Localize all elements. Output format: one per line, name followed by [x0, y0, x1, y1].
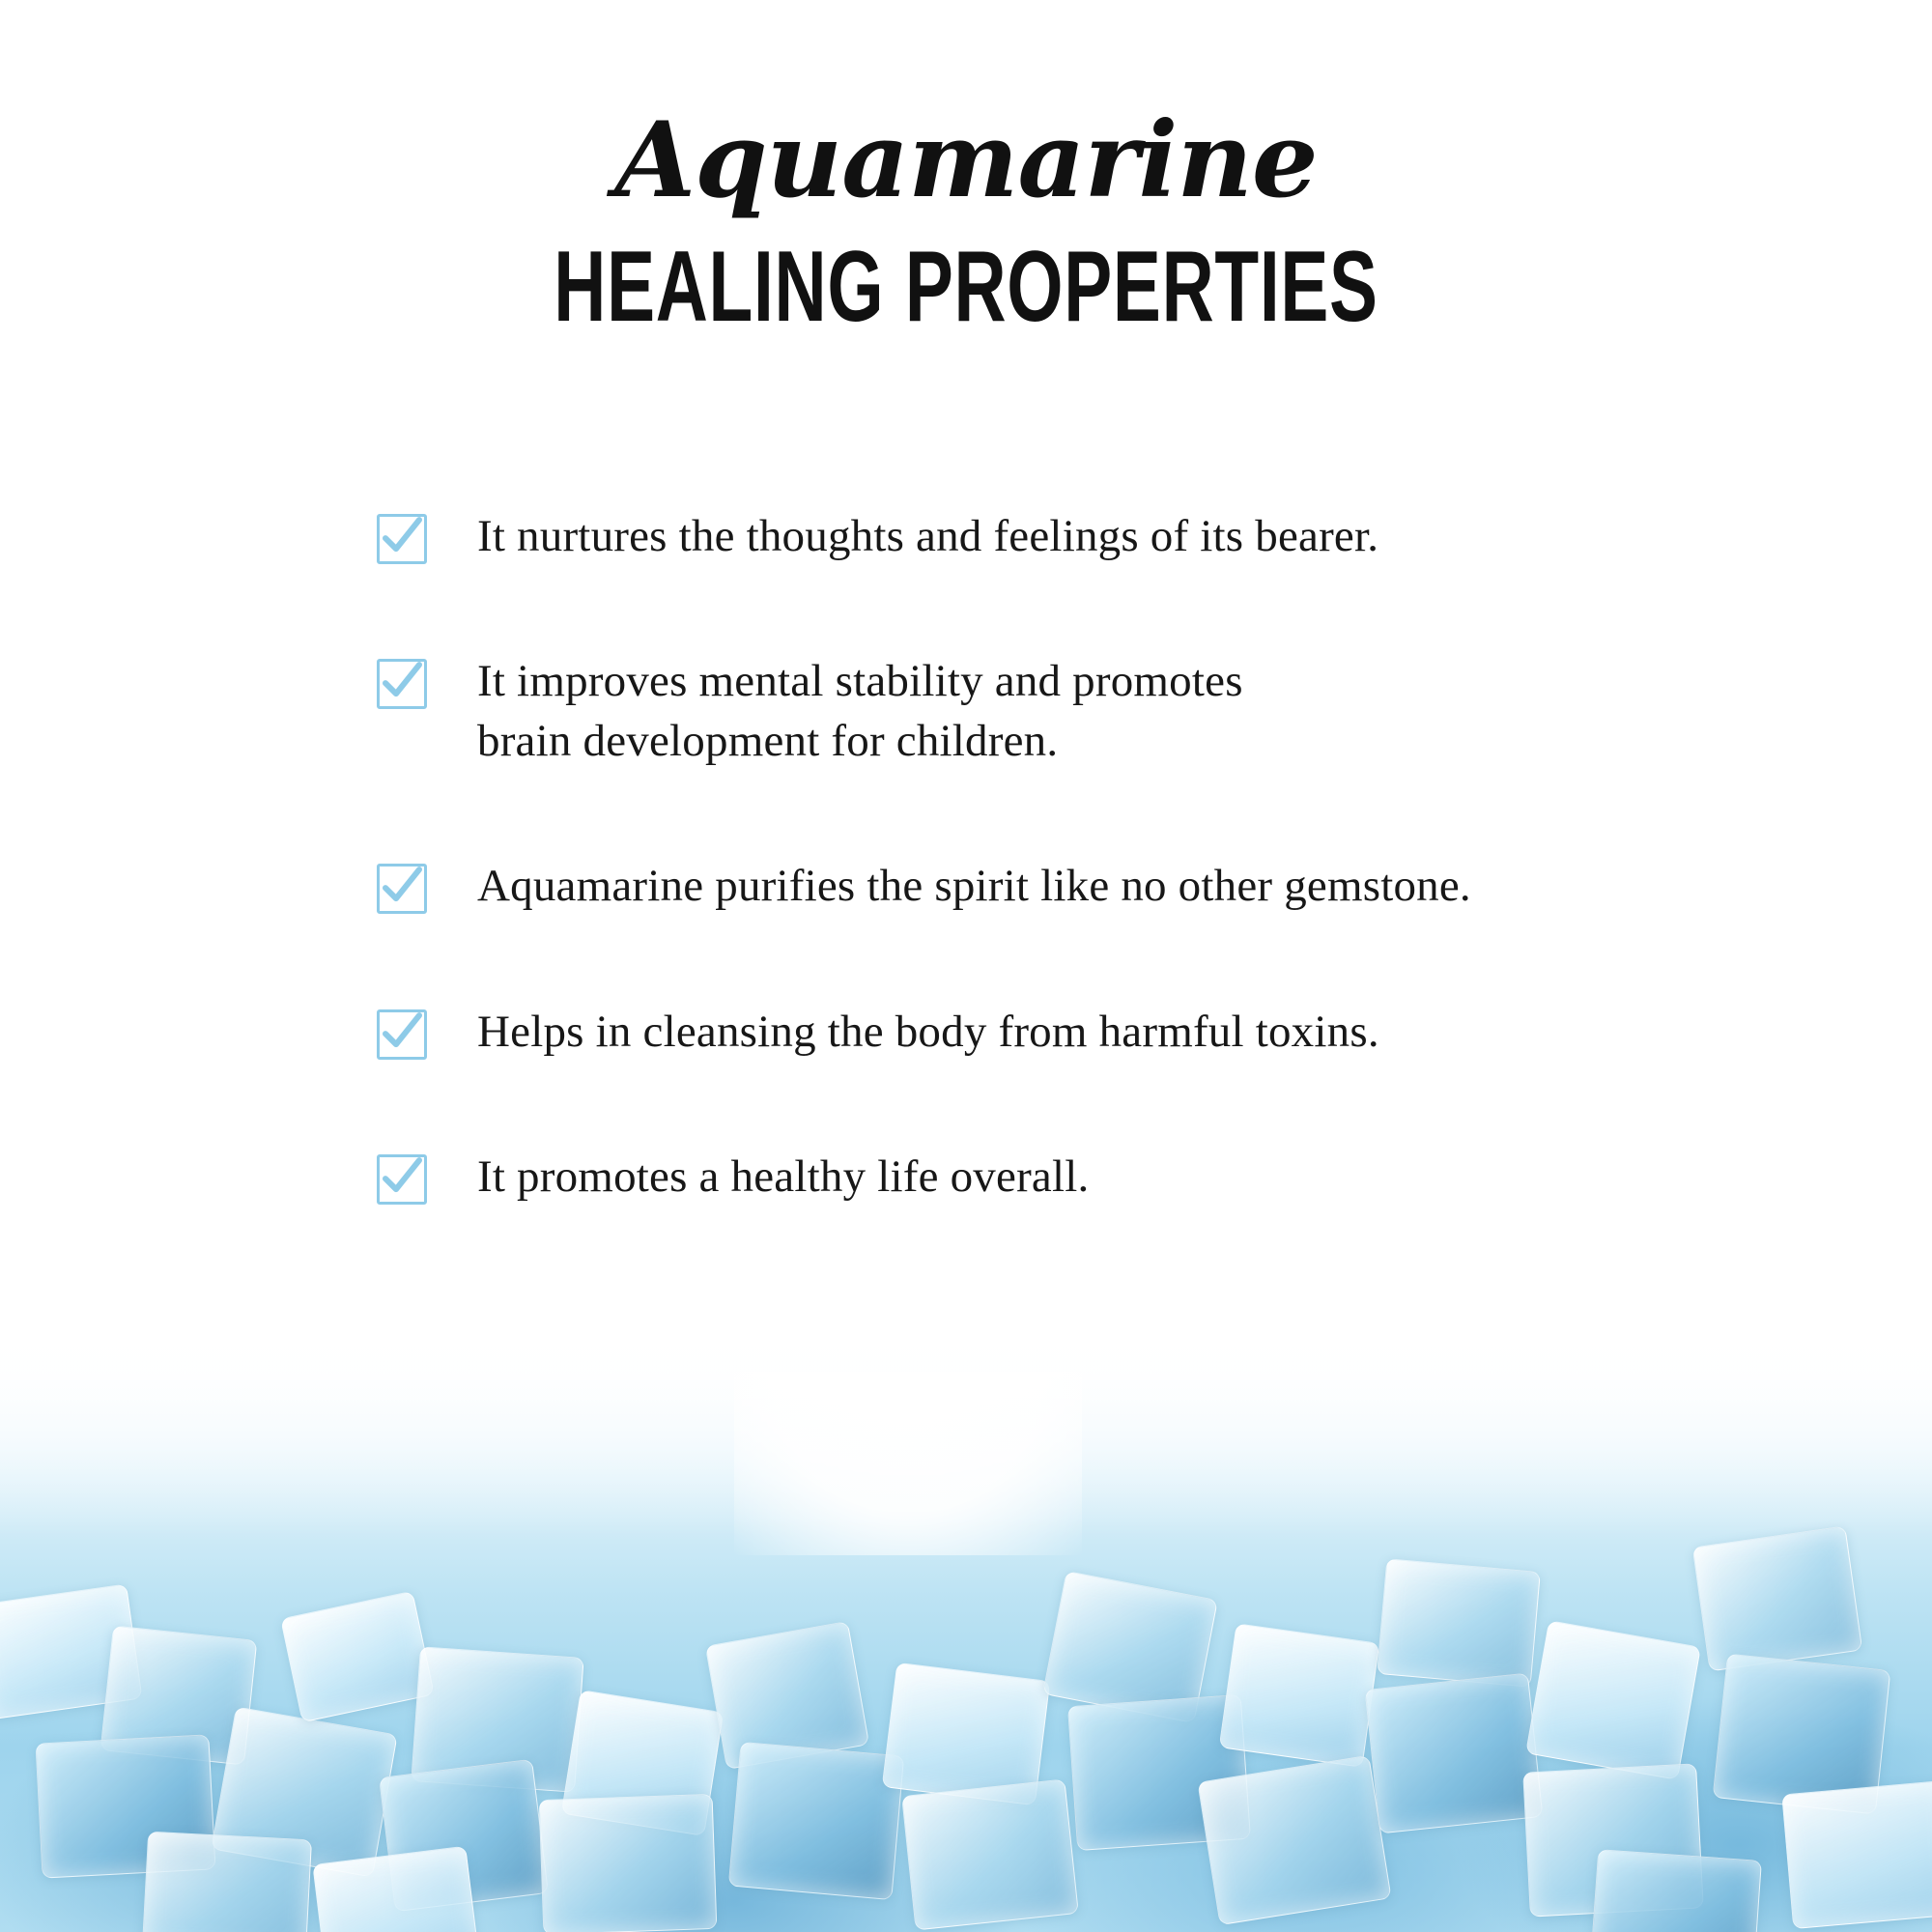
- list-item-line: It improves mental stability and promotes: [477, 656, 1243, 707]
- list-item-line: It promotes a healthy life overall.: [477, 1151, 1090, 1202]
- page-title-script: Aquamarine: [614, 99, 1318, 221]
- ice-cube: [1197, 1755, 1391, 1925]
- ice-cube: [1365, 1673, 1544, 1834]
- list-item: [377, 651, 1816, 771]
- list-item: [377, 1002, 1816, 1062]
- list-item-text: [477, 506, 1378, 566]
- checked-checkbox-icon[interactable]: [377, 659, 427, 709]
- list-item-text: [477, 1002, 1379, 1062]
- ice-cube: [1525, 1620, 1701, 1780]
- checked-checkbox-icon[interactable]: [377, 864, 427, 914]
- list-item: [377, 506, 1816, 566]
- list-item-line: brain development for children.: [477, 716, 1059, 767]
- list-item: [377, 856, 1816, 916]
- checked-checkbox-icon[interactable]: [377, 514, 427, 564]
- list-item-line: Aquamarine purifies the spirit like no other gemstone.: [477, 861, 1471, 912]
- ice-cube: [1377, 1558, 1541, 1687]
- list-item: [377, 1147, 1816, 1207]
- ice-cube: [1692, 1525, 1863, 1671]
- ice-cubes-photo: [0, 1314, 1932, 1932]
- checked-checkbox-icon[interactable]: [377, 1009, 427, 1060]
- ice-cube: [1590, 1849, 1762, 1932]
- ice-cube: [901, 1778, 1079, 1930]
- checked-checkbox-icon[interactable]: [377, 1154, 427, 1205]
- list-item-line: Helps in cleansing the body from harmful toxins.: [477, 1006, 1379, 1057]
- ice-cube: [728, 1742, 904, 1900]
- title-block: [0, 0, 1932, 344]
- healing-properties-list: [0, 506, 1932, 1206]
- list-item-text: [477, 651, 1243, 771]
- page-title-main: HEALING PROPERTIES: [554, 231, 1378, 344]
- list-item-line: It nurtures the thoughts and feelings of its bearer.: [477, 511, 1379, 562]
- ice-cube: [1219, 1623, 1380, 1768]
- ice-cube: [142, 1832, 312, 1932]
- list-item-text: [477, 1147, 1089, 1207]
- ice-cube: [1781, 1780, 1932, 1929]
- list-item-text: [477, 856, 1471, 916]
- ice-cube: [539, 1794, 718, 1932]
